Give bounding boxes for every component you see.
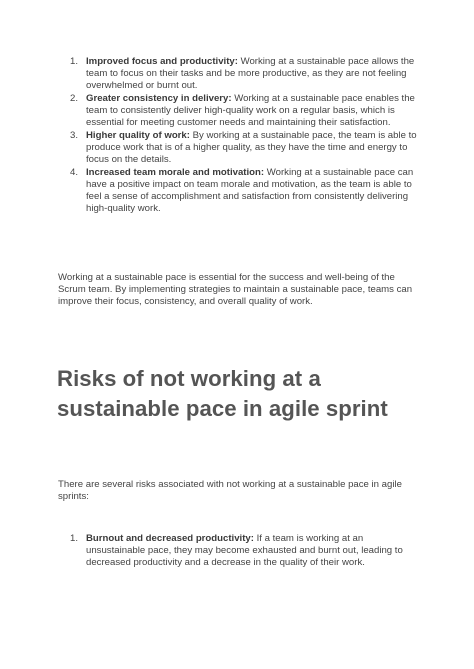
list-item-title: Increased team morale and motivation: [86,166,265,178]
risks-list [66,533,418,570]
list-item-title: Burnout and decreased productivity: [86,533,254,544]
section-heading: Risks of not working at a sustainable pace in agile sprint [57,366,388,421]
list-item-title: Improved focus and productivity: [86,56,238,67]
list-item-text: If a team is working at an unsustainable pace, they may become exhausted and burnt out, leading to decreased productivity and a decrease in the quality of their work. [86,533,403,569]
list-item-number: 2. [70,92,79,104]
list-item-text: Working at a sustainable pace can have a positive impact on team morale and motivation, as the team is able to feel a sense of accomplishment and satisfaction from consistently delivering high-quality work. [86,166,414,214]
intro-paragraph: There are several risks associated with not working at a sustainable pace in agile sprints: [58,479,402,503]
list-item-text: Working at a sustainable pace allows the team to focus on their tasks and be more productive, as they are not feeling overwhelmed or burnt out. [86,56,415,92]
list-item-text: Working at a sustainable pace enables the team to consistently deliver high-quality work on a regular basis, which is essential for meeting customer needs and maintaining their satisfaction. [86,92,415,129]
list-item [66,167,418,215]
benefits-list [66,56,418,216]
list-item [66,93,418,129]
list-item [66,56,418,92]
list-item-title: Higher quality of work: [86,129,190,141]
list-item-number: 1. [70,533,79,544]
list-item-text: By working at a sustainable pace, the team is able to produce work that is of a higher quality, as they have the time and energy to focus on the details. [86,129,417,165]
list-item [66,130,418,166]
conclusion-paragraph: Working at a sustainable pace is essential for the success and well-being of the Scrum team. By implementing strategies to maintain a sustainable pace, teams can improve their focus, consistency, and overall quality of work. [58,272,413,308]
list-item-number: 3. [70,129,79,141]
list-item [66,533,418,569]
list-item-number: 1. [70,56,79,67]
list-item-title: Greater consistency in delivery: [86,92,232,104]
list-item-number: 4. [70,166,79,178]
